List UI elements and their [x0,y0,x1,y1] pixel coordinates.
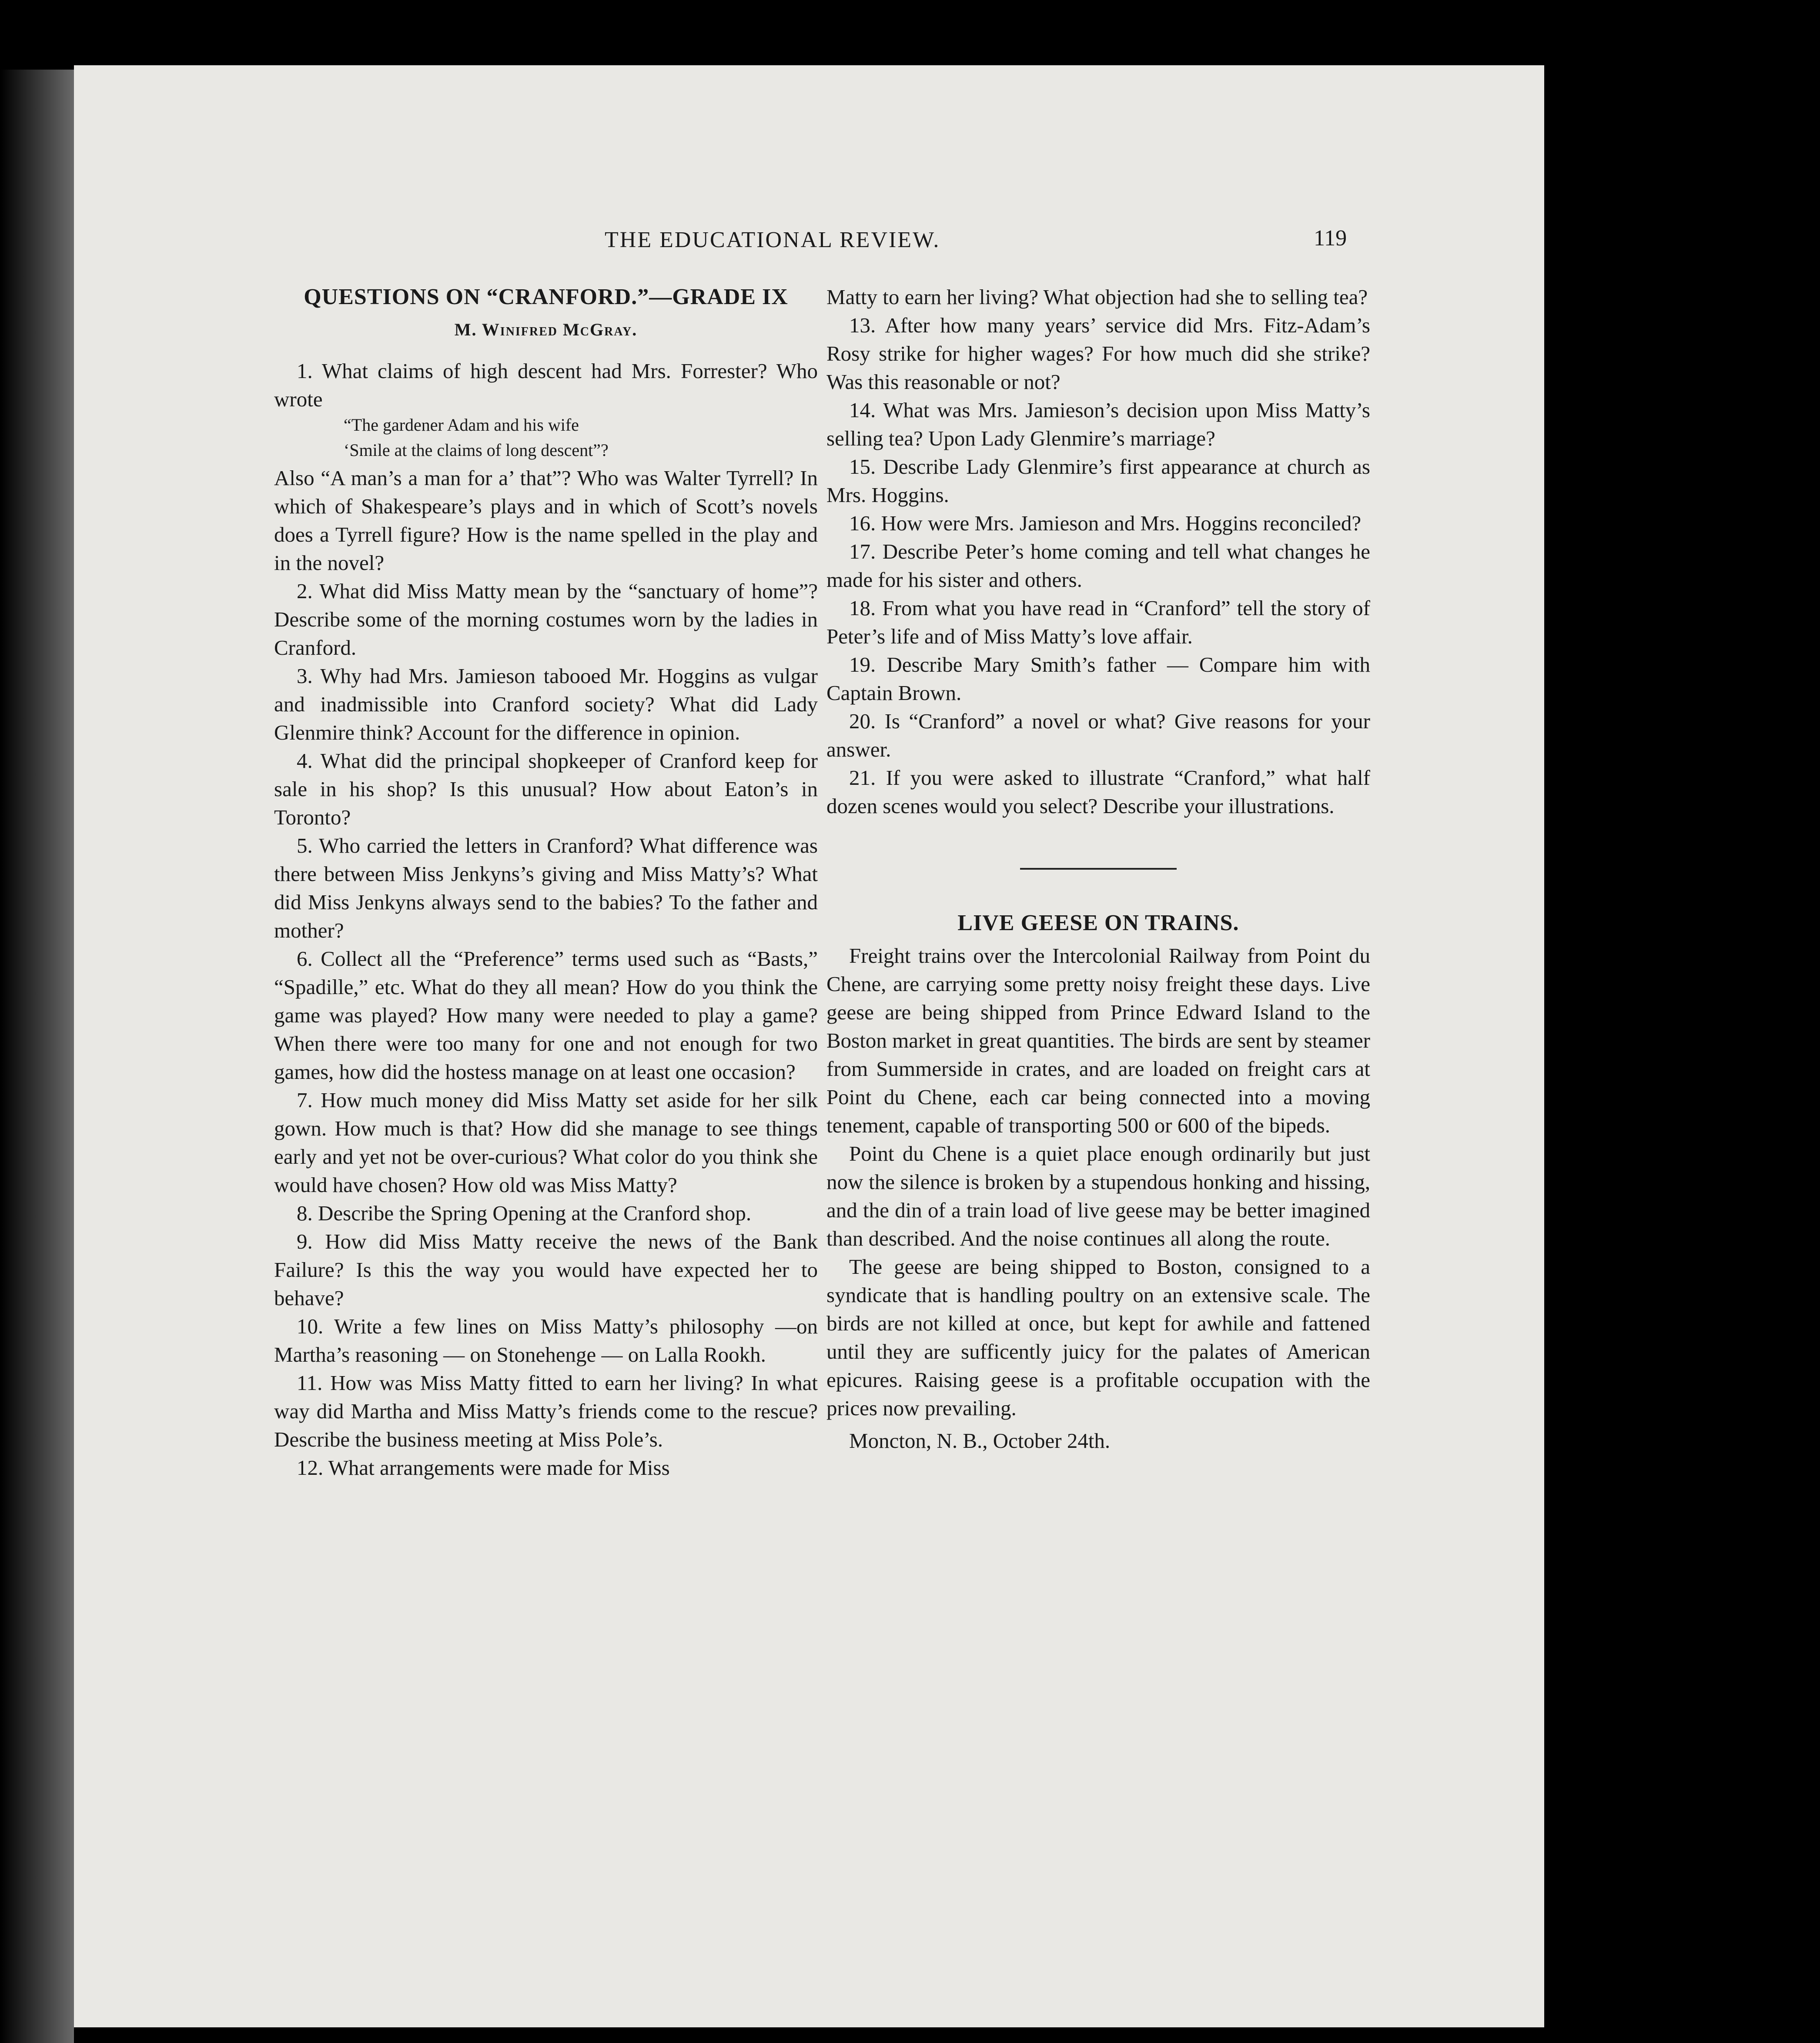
question-17: 17. Describe Peter’s home coming and tell what changes he made for his sister and others. [826,539,1370,592]
question-1: 1. What claims of high descent had Mrs. Forrester? Who wrote [274,359,818,411]
dateline: Moncton, N. B., October 24th. [849,1429,1111,1453]
running-head: THE EDUCATIONAL REVIEW. [605,228,940,252]
question-7: 7. How much money did Miss Matty set aside for her silk gown. How much is that? How did she manage to see things early and yet not be over-curious? What color do you think she would have chosen? How old was Miss Matty? [274,1088,818,1197]
question-15: 15. Describe Lady Glenmire’s first appearance at church as Mrs. Hoggins. [826,455,1370,507]
question-4: 4. What did the principal shopkeeper of Cranford keep for sale in his shop? Is this unusual? How about Eaton’s in Toronto? [274,749,818,829]
binding-shadow [0,70,74,2043]
question-14: 14. What was Mrs. Jamieson’s decision upon Miss Matty’s selling tea? Upon Lady Glenmire’s marriage? [826,398,1370,450]
question-12-continued: Matty to earn her living? What objection had she to selling tea? [826,285,1368,309]
question-11: 11. How was Miss Matty fitted to earn her living? In what way did Martha and Miss Matty’s friends come to the rescue? Describe the business meeting at Miss Pole’s. [274,1371,818,1451]
question-20: 20. Is “Cranford” a novel or what? Give reasons for your answer. [826,709,1370,761]
question-1-continued: Also “A man’s a man for a’ that”? Who was Walter Tyrrell? In which of Shakespeare’s plays and in which of Scott’s novels does a Tyrrell figure? How is the name spelled in the play and in the novel? [274,466,818,575]
verse-line-1: “The gardener Adam and his wife [344,415,579,435]
article-title-cranford: QUESTIONS ON “CRANFORD.”—GRADE IX [304,285,788,309]
question-18: 18. From what you have read in “Cranford” tell the story of Peter’s life and of Miss Matty’s love affair. [826,596,1370,648]
question-21: 21. If you were asked to illustrate “Cranford,” what half dozen scenes would you select? Describe your illustrations. [826,766,1370,818]
geese-paragraph-2: Point du Chene is a quiet place enough ordinarily but just now the silence is broken by a stupendous honking and hissing, and the din of a train load of live geese may be better imagined than described. And the noise continues all along the route. [826,1142,1370,1250]
right-column [826,283,1370,1455]
article-title-geese: LIVE GEESE ON TRAINS. [957,911,1239,935]
geese-paragraph-1: Freight trains over the Intercolonial Railway from Point du Chene, are carrying some pretty noisy freight these days. Live geese are being shipped from Prince Edward Island to the Boston market in great quantities. The birds are sent by steamer from Summerside in crates, and are loaded on freight cars at Point du Chene, each car being connected into a moving tenement, capable of transporting 500 or 600 of the bipeds. [826,944,1370,1137]
question-9: 9. How did Miss Matty receive the news of the Bank Failure? Is this the way you would have expected her to behave? [274,1229,818,1310]
section-divider [1020,868,1177,870]
article-author: M. Winifred McGray. [454,320,638,339]
question-12: 12. What arrangements were made for Miss [297,1456,670,1480]
journal-page [74,65,1544,2027]
question-16: 16. How were Mrs. Jamieson and Mrs. Hoggins reconciled? [849,511,1362,535]
question-5: 5. Who carried the letters in Cranford? What difference was there between Miss Jenkyns’s giving and Miss Matty’s? What did Miss Jenkyns always send to the babies? To the father and mother? [274,834,818,942]
question-6: 6. Collect all the “Preference” terms used such as “Basts,” “Spadille,” etc. What do they all mean? How do you think the game was played? How many were needed to play a game? When there were too many for one and not enough for two games, how did the hostess manage on at least one occasion? [274,947,818,1084]
question-3: 3. Why had Mrs. Jamieson tabooed Mr. Hoggins as vulgar and inadmissible into Cranford society? What did Lady Glenmire think? Account for the difference in opinion. [274,664,818,744]
question-8: 8. Describe the Spring Opening at the Cranford shop. [297,1201,752,1225]
question-2: 2. What did Miss Matty mean by the “sanctuary of home”? Describe some of the morning costumes worn by the ladies in Cranford. [274,579,818,660]
page-number: 119 [1314,226,1347,251]
left-column [274,283,818,1482]
geese-paragraph-3: The geese are being shipped to Boston, consigned to a syndicate that is handling poultry on an extensive scale. The birds are not killed at once, but kept for awhile and fattened until they are sufficently juicy for the palates of American epicures. Raising geese is a profitable occupation with the prices now prevailing. [826,1255,1370,1420]
question-10: 10. Write a few lines on Miss Matty’s philosophy —on Martha’s reasoning — on Stonehenge — on Lalla Rookh. [274,1314,818,1366]
question-13: 13. After how many years’ service did Mrs. Fitz-Adam’s Rosy strike for higher wages? For how much did she strike? Was this reasonable or not? [826,313,1370,394]
verse-line-2: ‘Smile at the claims of long descent”? [344,440,609,460]
question-19: 19. Describe Mary Smith’s father — Compare him with Captain Brown. [826,653,1370,705]
